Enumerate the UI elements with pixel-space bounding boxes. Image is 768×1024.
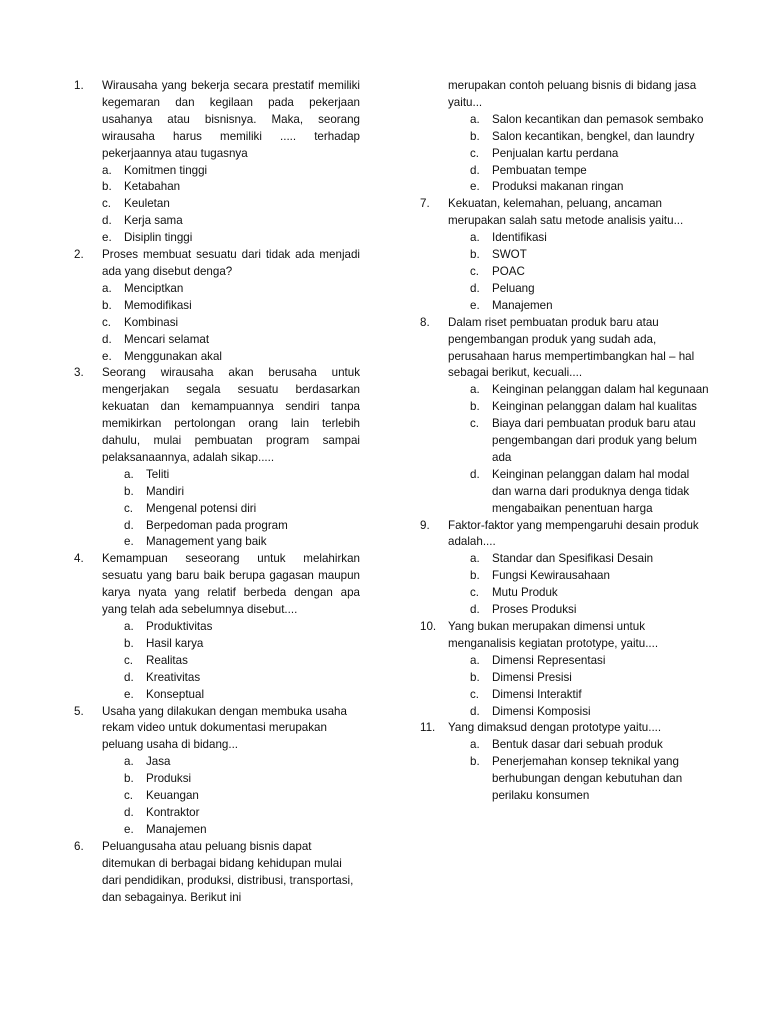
question-text: Faktor-faktor yang mempengaruhi desain produk adalah.... (448, 518, 699, 549)
question-text: Dalam riset pembuatan produk baru atau pengembangan produk yang sudah ada, perusahaan harus mempertimbangkan hal – hal sebagai berikut, kecuali.... (448, 315, 695, 380)
question-number: 2. (74, 248, 84, 262)
question-5 (74, 704, 360, 755)
right-column (420, 78, 710, 805)
question-text: Seorang wirausaha akan berusaha untuk mengerjakan segala sesuatu berdasarkan kekuatan dan kemampuannya sendiri tanpa memikirkan pertolongan orang lain terlebih dahulu, mulai pembuatan program sampai pelaksanaannya, adalah sikap..... (102, 366, 360, 464)
option: e. Produksi makanan ringan (470, 180, 624, 194)
option: b. Hasil karya (124, 636, 204, 650)
option: c. Keuangan (124, 789, 199, 803)
option: d. Proses Produksi (470, 603, 577, 617)
question-2 (74, 247, 360, 281)
question-8 (420, 315, 710, 383)
option: a. Salon kecantikan dan pemasok sembako (470, 112, 704, 126)
question-1-options (74, 163, 360, 248)
option: e. Management yang baik (124, 535, 267, 549)
option: d. Keinginan pelanggan dalam hal modal dan warna dari produknya denga tidak mengabaikan penentuan harga (470, 467, 690, 515)
question-7 (420, 196, 710, 230)
question-number: 3. (74, 366, 84, 380)
question-text: Yang dimaksud dengan prototype yaitu.... (448, 721, 662, 735)
question-4-options (74, 619, 360, 704)
option: c. Realitas (124, 653, 188, 667)
question-number: 1. (74, 79, 84, 92)
option: c. Dimensi Interaktif (470, 687, 582, 701)
option: a. Bentuk dasar dari sebuah produk (470, 738, 663, 752)
option: d. Peluang (470, 281, 535, 295)
option: c. Keuletan (102, 197, 170, 211)
option: a. Komitmen tinggi (102, 163, 208, 177)
question-number: 9. (420, 518, 430, 532)
option: e. Menggunakan akal (102, 349, 222, 363)
question-10-options (420, 653, 710, 721)
option: b. Penerjemahan konsep teknikal yang berhubungan dengan kebutuhan dan perilaku konsumen (470, 755, 683, 803)
option: c. Kombinasi (102, 315, 179, 329)
question-number: 7. (420, 197, 430, 211)
question-text: Peluangusaha atau peluang bisnis dapat ditemukan di berbagai bidang kehidupan mulai dari pendidikan, produksi, distribusi, transportasi, dan sebagainya. Berikut ini (102, 839, 354, 904)
option: d. Mencari selamat (102, 332, 210, 346)
question-text: Usaha yang dilakukan dengan membuka usaha rekam video untuk dokumentasi merupakan peluang usaha di bidang... (102, 704, 347, 752)
option: b. SWOT (470, 248, 527, 262)
question-2-options (74, 281, 360, 366)
option: b. Produksi (124, 772, 192, 786)
option: c. Penjualan kartu perdana (470, 146, 619, 160)
option: d. Dimensi Komposisi (470, 704, 591, 718)
question-text: Kemampuan seseorang untuk melahirkan sesuatu yang baru baik berupa gagasan maupun karya nyata yang relatif berbeda dengan apa yang telah ada sebelumnya disebut.... (102, 552, 360, 617)
option: b. Mandiri (124, 484, 185, 498)
option: a. Menciptkan (102, 281, 184, 295)
option: c. POAC (470, 264, 525, 278)
option: a. Keinginan pelanggan dalam hal kegunaan (470, 383, 709, 397)
question-number: 8. (420, 315, 430, 329)
option: b. Dimensi Presisi (470, 670, 572, 684)
question-number: 4. (74, 552, 84, 566)
question-text: Proses membuat sesuatu dari tidak ada menjadi ada yang disebut denga? (102, 248, 360, 278)
option: b. Salon kecantikan, bengkel, dan laundry (470, 129, 695, 143)
option: a. Produktivitas (124, 620, 213, 633)
option: c. Mengenal potensi diri (124, 501, 257, 515)
question-6-continuation: merupakan contoh peluang bisnis di bidang jasa yaitu... (448, 79, 697, 109)
question-3-options (74, 467, 360, 552)
question-5-options (74, 754, 360, 839)
question-number: 5. (74, 704, 84, 718)
option: d. Kerja sama (102, 214, 183, 228)
option: a. Dimensi Representasi (470, 653, 606, 667)
question-11-options (420, 737, 710, 805)
question-11 (420, 720, 710, 737)
option: d. Kreativitas (124, 670, 201, 684)
question-number: 6. (74, 839, 84, 853)
option: c. Mutu Produk (470, 586, 558, 600)
question-9-options (420, 551, 710, 619)
question-number: 10. (420, 620, 437, 633)
question-text: Kekuatan, kelemahan, peluang, ancaman merupakan salah satu metode analisis yaitu... (448, 197, 684, 228)
option: e. Konseptual (124, 687, 205, 701)
question-6-options (420, 112, 710, 197)
question-9 (420, 518, 710, 552)
question-6 (74, 839, 360, 907)
option: e. Disiplin tinggi (102, 231, 193, 245)
option: a. Jasa (124, 755, 171, 769)
question-4 (74, 551, 360, 619)
question-7-options (420, 230, 710, 315)
option: d. Pembuatan tempe (470, 163, 587, 177)
option: a. Teliti (124, 467, 170, 481)
option: b. Keinginan pelanggan dalam hal kualitas (470, 400, 697, 414)
option: e. Manajemen (124, 822, 207, 836)
option: b. Memodifikasi (102, 298, 192, 312)
question-text: Wirausaha yang bekerja secara prestatif memiliki kegemaran dan kegilaan pada pekerjaan usahanya atau bisnisnya. Maka, seorang wirausaha harus memiliki ..... terhadap pekerjaannya atau tugasnya (102, 79, 360, 160)
option: d. Berpedoman pada program (124, 518, 288, 532)
option: b. Fungsi Kewirausahaan (470, 569, 610, 583)
question-1 (74, 78, 360, 163)
option: b. Ketabahan (102, 180, 181, 194)
question-number: 11. (420, 721, 436, 735)
option: d. Kontraktor (124, 805, 200, 819)
option: e. Manajemen (470, 298, 553, 312)
question-8-options (420, 382, 710, 517)
question-text: Yang bukan merupakan dimensi untuk menganalisis kegiatan prototype, yaitu.... (448, 620, 659, 650)
option: a. Standar dan Spesifikasi Desain (470, 552, 654, 566)
question-3 (74, 365, 360, 466)
option: c. Biaya dari pembuatan produk baru atau pengembangan dari produk yang belum ada (470, 417, 697, 464)
question-10 (420, 619, 710, 653)
left-column (74, 78, 360, 906)
option: a. Identifikasi (470, 231, 547, 245)
